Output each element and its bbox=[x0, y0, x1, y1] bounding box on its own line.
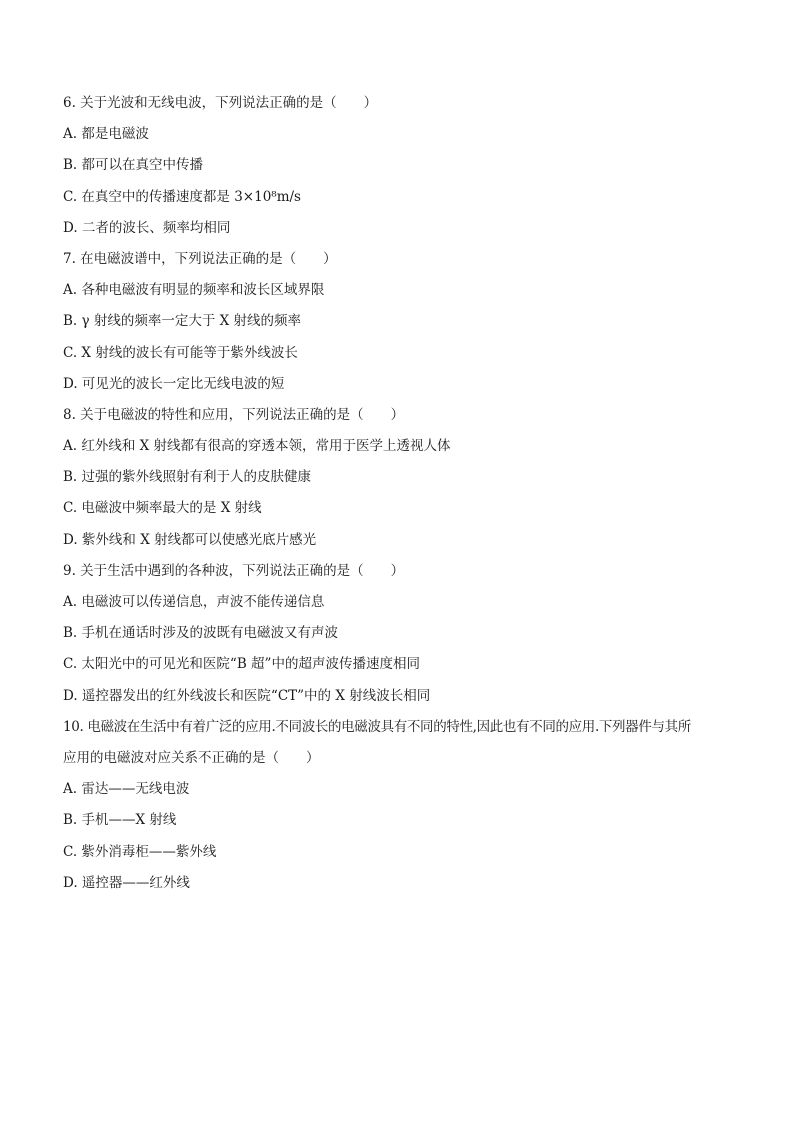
question-8-option-d: D. 紫外线和 X 射线都可以使感光底片感光 bbox=[63, 531, 317, 548]
question-10-option-a: A. 雷达——无线电波 bbox=[63, 781, 190, 798]
question-7-option-a: A. 各种电磁波有明显的频率和波长区域界限 bbox=[63, 282, 325, 299]
question-6-option-b: B. 都可以在真空中传播 bbox=[63, 157, 204, 174]
question-8-stem: 8. 关于电磁波的特性和应用，下列说法正确的是（ ） bbox=[63, 406, 405, 423]
question-list bbox=[63, 88, 743, 899]
question-9-option-a: A. 电磁波可以传递信息，声波不能传递信息 bbox=[63, 594, 325, 610]
question-6-option-c: C. 在真空中的传播速度都是 3×10⁸m/s bbox=[63, 188, 301, 205]
question-10-option-d: D. 遥控器——红外线 bbox=[63, 874, 190, 891]
question-9-option-b: B. 手机在通话时涉及的波既有电磁波又有声波 bbox=[63, 625, 339, 642]
question-10-option-b: B. 手机——X 射线 bbox=[63, 812, 177, 829]
question-7-option-c: C. X 射线的波长有可能等于紫外线波长 bbox=[63, 344, 298, 361]
question-10-stem-line-2: 应用的电磁波对应关系不正确的是（ ） bbox=[63, 749, 320, 766]
question-7-option-b: B. γ 射线的频率一定大于 X 射线的频率 bbox=[63, 313, 302, 330]
question-9-option-c: C. 太阳光中的可见光和医院“B 超”中的超声波传播速度相同 bbox=[63, 656, 420, 673]
question-6-option-a: A. 都是电磁波 bbox=[63, 126, 149, 143]
question-9-stem: 9. 关于生活中遇到的各种波，下列说法正确的是（ ） bbox=[63, 562, 405, 579]
question-9-option-d: D. 遥控器发出的红外线波长和医院“CT”中的 X 射线波长相同 bbox=[63, 687, 431, 704]
question-8-option-a: A. 红外线和 X 射线都有很高的穿透本领，常用于医学上透视人体 bbox=[63, 438, 451, 455]
question-10-stem-line-1: 10. 电磁波在生活中有着广泛的应用.不同波长的电磁波具有不同的特性,因此也有不同的应用.下列器件与其所 bbox=[63, 718, 691, 735]
question-8-option-c: C. 电磁波中频率最大的是 X 射线 bbox=[63, 500, 262, 517]
question-6-option-d: D. 二者的波长、频率均相同 bbox=[63, 219, 231, 236]
question-6-stem: 6. 关于光波和无线电波，下列说法正确的是（ ） bbox=[63, 95, 378, 111]
question-7-option-d: D. 可见光的波长一定比无线电波的短 bbox=[63, 375, 285, 392]
question-7-stem: 7. 在电磁波谱中，下列说法正确的是（ ） bbox=[63, 250, 337, 267]
question-8-option-b: B. 过强的紫外线照射有利于人的皮肤健康 bbox=[63, 469, 312, 486]
question-10-option-c: C. 紫外消毒柜——紫外线 bbox=[63, 843, 217, 860]
